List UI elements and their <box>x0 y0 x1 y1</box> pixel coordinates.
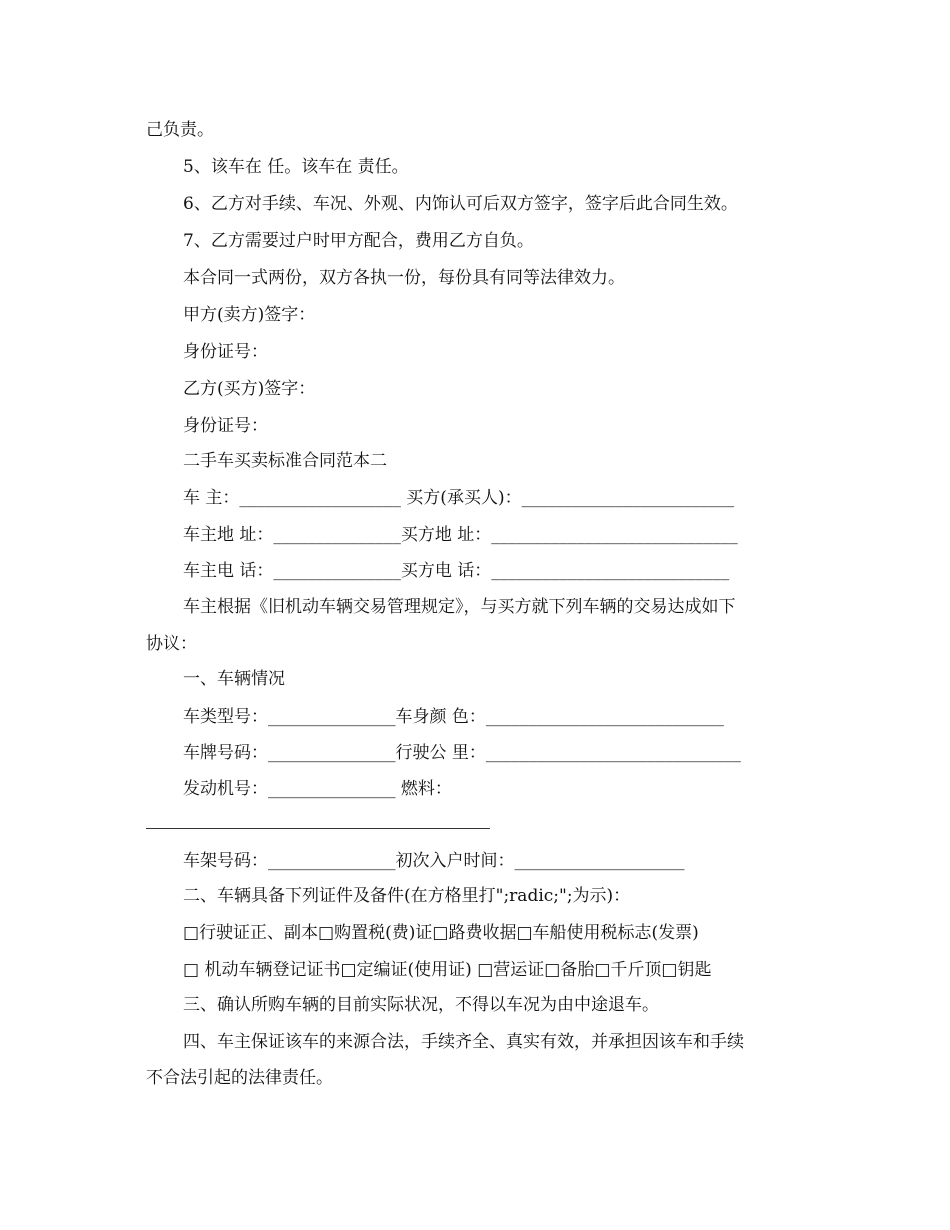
party-b-id-number: 身份证号： <box>183 416 268 436</box>
section-owner-guarantee-cont: 不合法引起的法律责任。 <box>146 1068 333 1088</box>
documents-checklist-2: □ 机动车辆登记证书□定编证(使用证) □营运证□备胎□千斤顶□钥匙 <box>183 960 712 980</box>
phone-line: 车主电 话：_______________买方电 话：____________________________ <box>183 561 730 581</box>
section-condition: 三、确认所购车辆的目前实际状况，不得以车况为由中途退车。 <box>183 995 659 1015</box>
engine-fuel-line: 发动机号：_______________ 燃料： <box>183 779 452 799</box>
clause-7: 7、乙方需要过户时甲方配合，费用乙方自负。 <box>183 231 534 251</box>
address-line: 车主地 址：_______________买方地 址：_____________________________ <box>183 525 738 545</box>
party-a-id-number: 身份证号： <box>183 342 268 362</box>
text-line-1: 己负责。 <box>146 120 214 140</box>
frame-registration-line: 车架号码：_______________初次入户时间：____________________ <box>183 851 685 871</box>
copies-statement: 本合同一式两份，双方各执一份，每份具有同等法律效力。 <box>183 268 625 288</box>
owner-buyer-line: 车 主：___________________ 买方(承买人)：_________________________ <box>183 488 735 508</box>
section-owner-guarantee: 四、车主保证该车的来源合法，手续齐全、真实有效，并承担因该车和手续 <box>183 1032 744 1052</box>
contract-two-title: 二手车买卖标准合同范本二 <box>183 451 387 471</box>
section-documents: 二、车辆具备下列证件及备件(在方格里打";radic;";为示)： <box>183 886 631 906</box>
plate-mileage-line: 车牌号码：_______________行驶公 里：______________________________ <box>183 743 741 763</box>
party-b-signature: 乙方(买方)签字： <box>183 379 316 399</box>
clause-5: 5、该车在 任。该车在 责任。 <box>183 157 409 177</box>
section-vehicle-info: 一、车辆情况 <box>183 669 285 689</box>
agreement-intro-cont: 协议： <box>146 634 197 654</box>
party-a-signature: 甲方(卖方)签字： <box>183 305 316 325</box>
clause-6: 6、乙方对手续、车况、外观、内饰认可后双方签字，签字后此合同生效。 <box>183 194 738 214</box>
documents-checklist-1: □行驶证正、副本□购置税(费)证□路费收据□车船使用税标志(发票) <box>183 923 699 943</box>
model-color-line: 车类型号：_______________车身颜 色：____________________________ <box>183 707 724 727</box>
agreement-intro: 车主根据《旧机动车辆交易管理规定》，与买方就下列车辆的交易达成如下 <box>183 597 736 617</box>
fuel-blank-rule <box>146 828 490 829</box>
